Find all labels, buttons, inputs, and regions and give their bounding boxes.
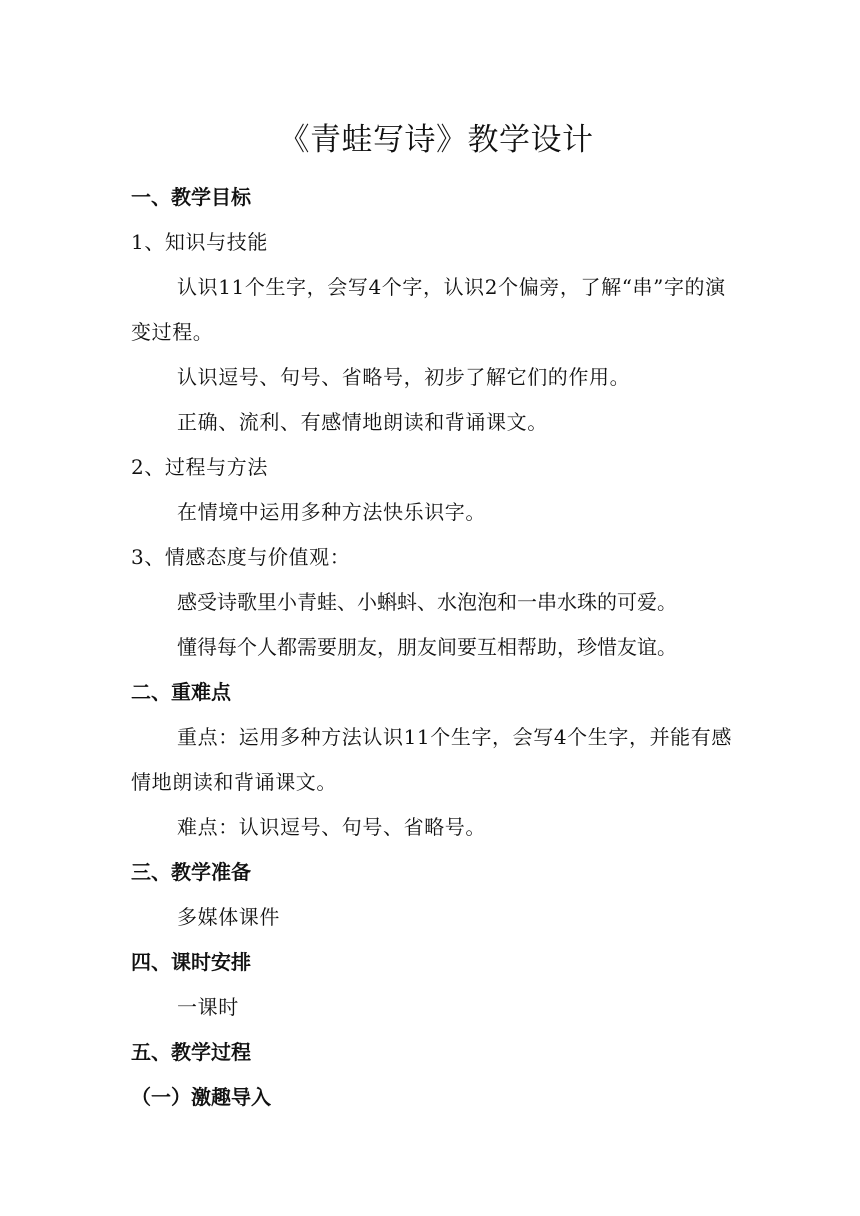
paragraph-process-1: 在情境中运用多种方法快乐识字。 bbox=[177, 500, 486, 524]
paragraph-emotion-2: 懂得每个人都需要朋友，朋友间要互相帮助，珍惜友谊。 bbox=[177, 635, 677, 659]
section-heading-key-points: 二、重难点 bbox=[131, 680, 231, 704]
subheading-process-methods: 2、过程与方法 bbox=[131, 455, 268, 479]
section-heading-teaching-goals: 一、教学目标 bbox=[131, 185, 251, 209]
paragraph-schedule: 一课时 bbox=[177, 995, 239, 1019]
document-title: 《青蛙写诗》教学设计 bbox=[278, 122, 594, 158]
section-heading-preparation: 三、教学准备 bbox=[131, 860, 251, 884]
subheading-knowledge-skills: 1、知识与技能 bbox=[131, 230, 268, 254]
subheading-interest-introduction: （一）激趣导入 bbox=[131, 1085, 271, 1109]
paragraph-difficult-point: 难点：认识逗号、句号、省略号。 bbox=[177, 815, 486, 839]
paragraph-knowledge-3: 正确、流利、有感情地朗读和背诵课文。 bbox=[177, 410, 548, 434]
paragraph-knowledge-2: 认识逗号、句号、省略号，初步了解它们的作用。 bbox=[177, 365, 631, 389]
subheading-emotion-values: 3、情感态度与价值观： bbox=[131, 545, 351, 569]
paragraph-preparation: 多媒体课件 bbox=[177, 905, 280, 929]
section-heading-schedule: 四、课时安排 bbox=[131, 950, 251, 974]
paragraph-emotion-1: 感受诗歌里小青蛙、小蝌蚪、水泡泡和一串水珠的可爱。 bbox=[177, 590, 677, 614]
section-heading-teaching-process: 五、教学过程 bbox=[131, 1040, 251, 1064]
document-body bbox=[131, 118, 741, 1120]
paragraph-knowledge-1: 认识11个生字，会写4个字，认识2个偏旁，了解“串”字的演变过程。 bbox=[131, 275, 726, 344]
paragraph-key-point: 重点：运用多种方法认识11个生字，会写4个生字，并能有感情地朗读和背诵课文。 bbox=[131, 725, 732, 794]
